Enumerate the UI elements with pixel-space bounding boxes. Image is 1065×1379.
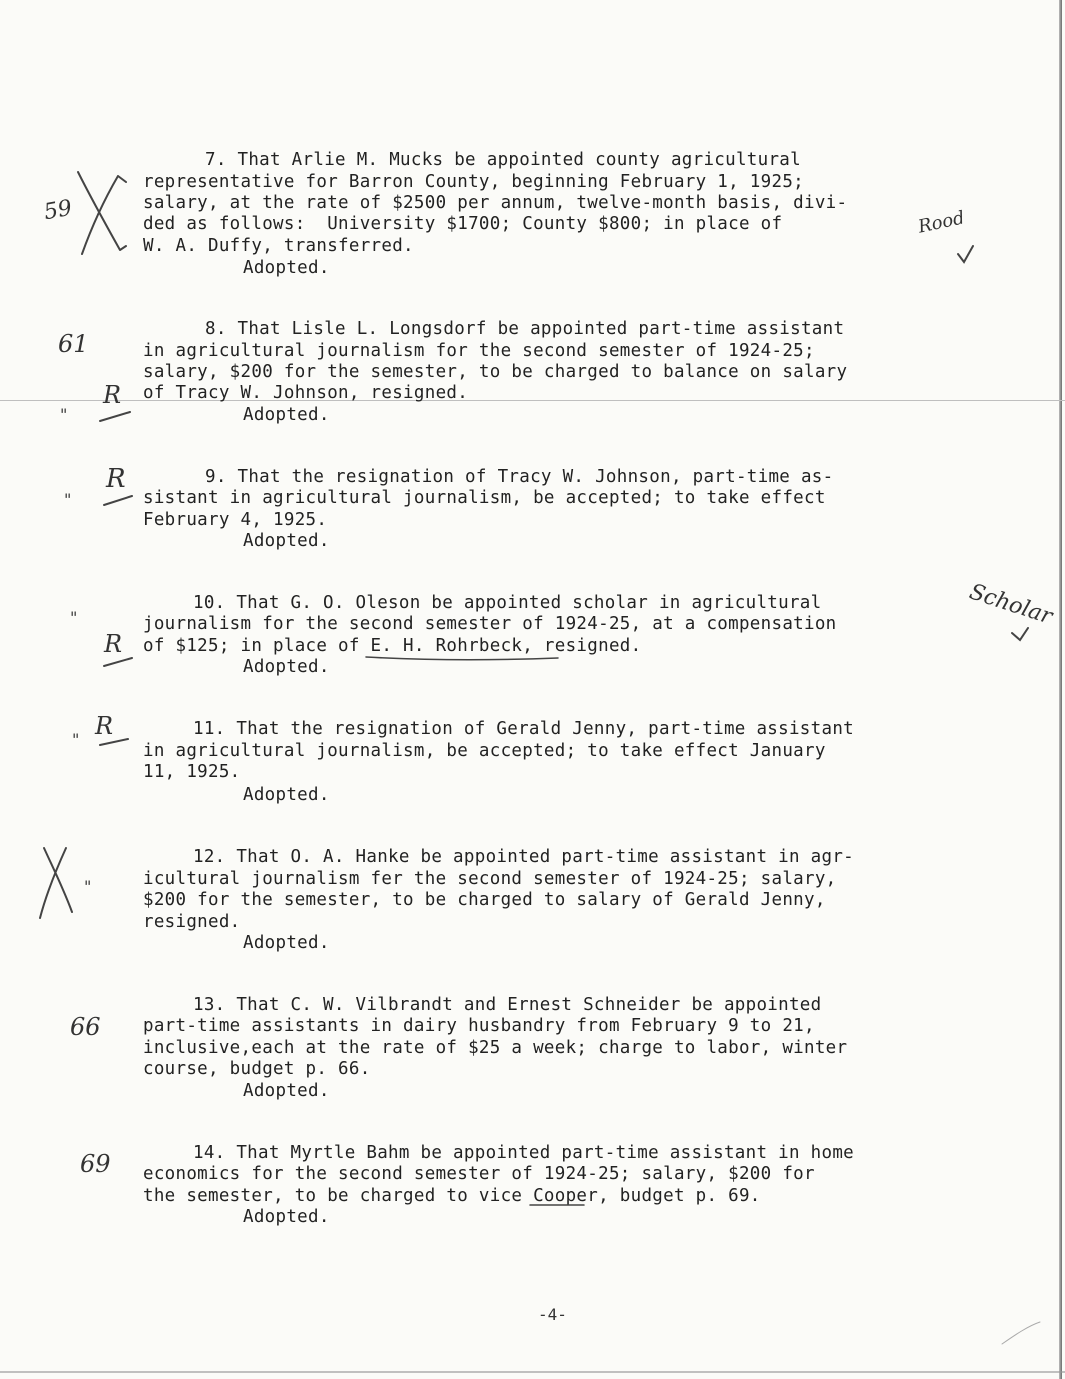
item-8-line-2: in agricultural journalism for the second semester of 1924-25; bbox=[143, 341, 815, 361]
margin-r-item-10: R bbox=[104, 630, 123, 658]
item-8-line-4: of Tracy W. Johnson, resigned. bbox=[143, 383, 469, 403]
item-10-line-2: journalism for the second semester of 1924-25, at a compensation bbox=[143, 614, 837, 634]
faint-mark-bottom-right bbox=[1002, 1322, 1040, 1344]
item-8-line-1: 8. That Lisle L. Longsdorf be appointed part-time assistant bbox=[205, 319, 845, 339]
r-underline-item-9 bbox=[104, 496, 132, 505]
margin-note-66: 66 bbox=[70, 1013, 101, 1041]
item-12-line-1: 12. That O. A. Hanke be appointed part-time assistant in agr- bbox=[193, 847, 854, 867]
margin-ditto-item-9: " bbox=[64, 490, 72, 509]
margin-r-item-9: R bbox=[106, 464, 126, 494]
margin-note-59: 59 bbox=[42, 195, 74, 226]
item-7-line-3: salary, at the rate of $2500 per annum, twelve-month basis, divi- bbox=[143, 193, 848, 213]
underline-rohrbeck bbox=[366, 657, 558, 660]
item-10-line-1: 10. That G. O. Oleson be appointed scholar in agricultural bbox=[193, 593, 822, 613]
item-13-line-3: inclusive,each at the rate of $25 a week; charge to labor, winter bbox=[143, 1038, 848, 1058]
margin-r-item-11: R bbox=[95, 712, 114, 740]
item-11-line-2: in agricultural journalism, be accepted; to take effect January bbox=[143, 741, 826, 761]
item-13-line-1: 13. That C. W. Vilbrandt and Ernest Schneider be appointed bbox=[193, 995, 822, 1015]
item-14-line-1: 14. That Myrtle Bahm be appointed part-time assistant in home bbox=[193, 1143, 854, 1163]
x-mark-item-7 bbox=[78, 172, 126, 254]
item-9-line-1: 9. That the resignation of Tracy W. Johnson, part-time as- bbox=[205, 467, 834, 487]
margin-ditto-item-12: " bbox=[84, 877, 92, 896]
item-7-line-2: representative for Barron County, beginning February 1, 1925; bbox=[143, 172, 804, 192]
item-12-line-4: resigned. bbox=[143, 912, 241, 932]
item-13-line-4: course, budget p. 66. bbox=[143, 1059, 371, 1079]
page-number: -4- bbox=[538, 1305, 567, 1324]
item-8-status: Adopted. bbox=[243, 405, 330, 425]
margin-note-61: 61 bbox=[58, 330, 89, 358]
margin-ditto-item-8: " bbox=[60, 405, 68, 424]
item-7-line-4: ded as follows: University $1700; County $800; in place of bbox=[143, 214, 783, 234]
item-14-status: Adopted. bbox=[243, 1207, 330, 1227]
tick-item-10 bbox=[1012, 628, 1028, 640]
margin-note-scholar: Scholar bbox=[966, 579, 1056, 630]
item-13-status: Adopted. bbox=[243, 1081, 330, 1101]
item-9-status: Adopted. bbox=[243, 531, 330, 551]
r-underline-item-10 bbox=[104, 658, 132, 666]
margin-ditto-item-11: " bbox=[72, 730, 80, 749]
item-14-line-2: economics for the second semester of 1924-25; salary, $200 for bbox=[143, 1164, 815, 1184]
margin-note-rood: Rood bbox=[916, 207, 967, 238]
item-8-line-3: salary, $200 for the semester, to be charged to balance on salary bbox=[143, 362, 848, 382]
item-12-status: Adopted. bbox=[243, 933, 330, 953]
margin-note-69: 69 bbox=[80, 1150, 111, 1178]
item-11-line-3: 11, 1925. bbox=[143, 762, 241, 782]
r-underline-item-8 bbox=[100, 412, 130, 421]
item-11-line-1: 11. That the resignation of Gerald Jenny, part-time assistant bbox=[193, 719, 854, 739]
item-10-status: Adopted. bbox=[243, 657, 330, 677]
item-7-line-5: W. A. Duffy, transferred. bbox=[143, 236, 414, 256]
item-12-line-2: icultural journalism fer the second semester of 1924-25; salary, bbox=[143, 869, 837, 889]
item-11-status: Adopted. bbox=[243, 785, 330, 805]
item-12-line-3: $200 for the semester, to be charged to salary of Gerald Jenny, bbox=[143, 890, 826, 910]
item-9-line-3: February 4, 1925. bbox=[143, 510, 328, 530]
item-7-status: Adopted. bbox=[243, 258, 330, 278]
x-mark-item-12 bbox=[40, 848, 72, 918]
margin-r-item-8: R bbox=[103, 381, 122, 409]
item-10-line-3: of $125; in place of E. H. Rohrbeck, resigned. bbox=[143, 636, 642, 656]
r-underline-item-11 bbox=[100, 739, 128, 745]
item-13-line-2: part-time assistants in dairy husbandry from February 9 to 21, bbox=[143, 1016, 815, 1036]
tick-item-7 bbox=[958, 246, 973, 262]
item-14-line-3: the semester, to be charged to vice Cooper, budget p. 69. bbox=[143, 1186, 761, 1206]
margin-ditto-item-10: " bbox=[70, 608, 78, 627]
item-9-line-2: sistant in agricultural journalism, be accepted; to take effect bbox=[143, 488, 826, 508]
item-7-line-1: 7. That Arlie M. Mucks be appointed county agricultural bbox=[205, 150, 801, 170]
